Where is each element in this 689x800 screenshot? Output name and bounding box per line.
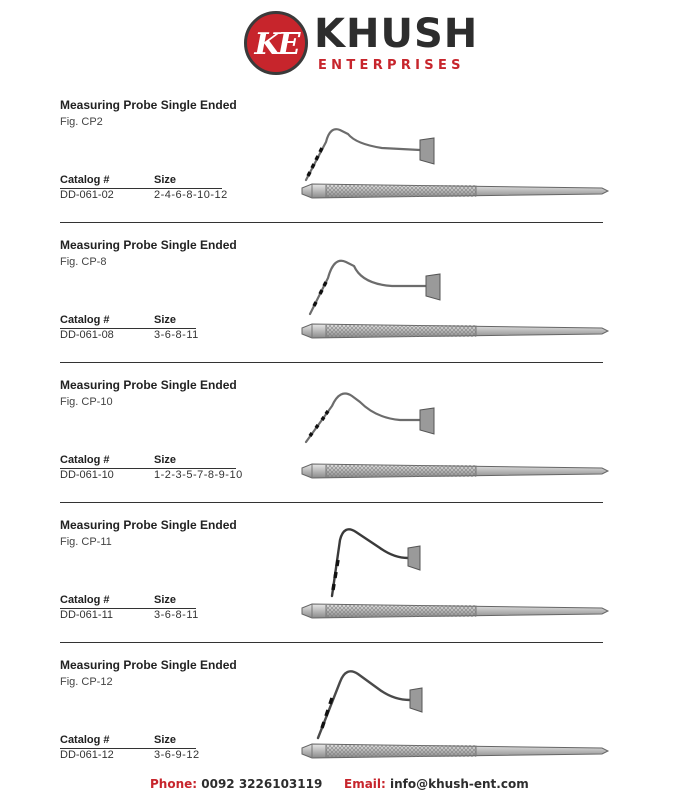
section-divider — [60, 642, 603, 643]
section-divider — [60, 222, 603, 223]
probe-instrument-icon — [296, 524, 612, 634]
logo-badge — [244, 11, 308, 75]
footer-phone — [150, 777, 322, 791]
product-figure: Fig. CP-8 — [60, 256, 107, 268]
logo-mark: KE — [254, 27, 298, 62]
email-link[interactable]: info@khush-ent.com — [390, 777, 529, 791]
catalog-header: Catalog # — [60, 594, 110, 606]
product-section — [0, 98, 689, 238]
product-title: Measuring Probe Single Ended — [60, 378, 237, 392]
email-label: Email: — [344, 777, 386, 791]
catalog-number: DD-061-11 — [60, 609, 113, 621]
probe-instrument-icon — [296, 244, 612, 354]
product-section — [0, 238, 689, 378]
catalog-number: DD-061-12 — [60, 749, 114, 761]
size-header: Size — [154, 314, 177, 326]
catalog-header: Catalog # — [60, 174, 110, 186]
company-name: KHUSH — [314, 11, 479, 57]
product-title: Measuring Probe Single Ended — [60, 518, 237, 532]
size-value: 3-6-8-11 — [154, 329, 199, 341]
size-header: Size — [154, 454, 177, 466]
size-value: 3-6-8-11 — [154, 609, 199, 621]
probe-instrument-icon — [296, 384, 612, 494]
product-section — [0, 378, 689, 518]
product-title: Measuring Probe Single Ended — [60, 658, 237, 672]
product-figure: Fig. CP-10 — [60, 396, 113, 408]
catalog-number: DD-061-10 — [60, 469, 114, 481]
section-divider — [60, 502, 603, 503]
catalog-header: Catalog # — [60, 454, 110, 466]
size-header: Size — [154, 594, 177, 606]
catalog-number: DD-061-08 — [60, 329, 114, 341]
size-header: Size — [154, 734, 177, 746]
catalog-header: Catalog # — [60, 734, 110, 746]
phone-label: Phone: — [150, 777, 198, 791]
product-title: Measuring Probe Single Ended — [60, 98, 237, 112]
catalog-header: Catalog # — [60, 314, 110, 326]
catalog-number: DD-061-02 — [60, 189, 114, 201]
product-section — [0, 518, 689, 658]
size-value: 2-4-6-8-10-12 — [154, 189, 228, 201]
product-figure: Fig. CP-11 — [60, 536, 112, 548]
footer-email — [344, 777, 529, 791]
phone-number[interactable]: 0092 3226103119 — [201, 777, 323, 791]
size-header: Size — [154, 174, 177, 186]
product-figure: Fig. CP2 — [60, 116, 103, 128]
product-title: Measuring Probe Single Ended — [60, 238, 237, 252]
product-figure: Fig. CP-12 — [60, 676, 113, 688]
section-divider — [60, 362, 603, 363]
probe-instrument-icon — [296, 664, 612, 774]
size-value: 1-2-3-5-7-8-9-10 — [154, 469, 243, 481]
probe-instrument-icon — [296, 104, 612, 214]
company-subtitle: ENTERPRISES — [318, 58, 465, 73]
size-value: 3-6-9-12 — [154, 749, 200, 761]
company-logo — [244, 8, 484, 80]
